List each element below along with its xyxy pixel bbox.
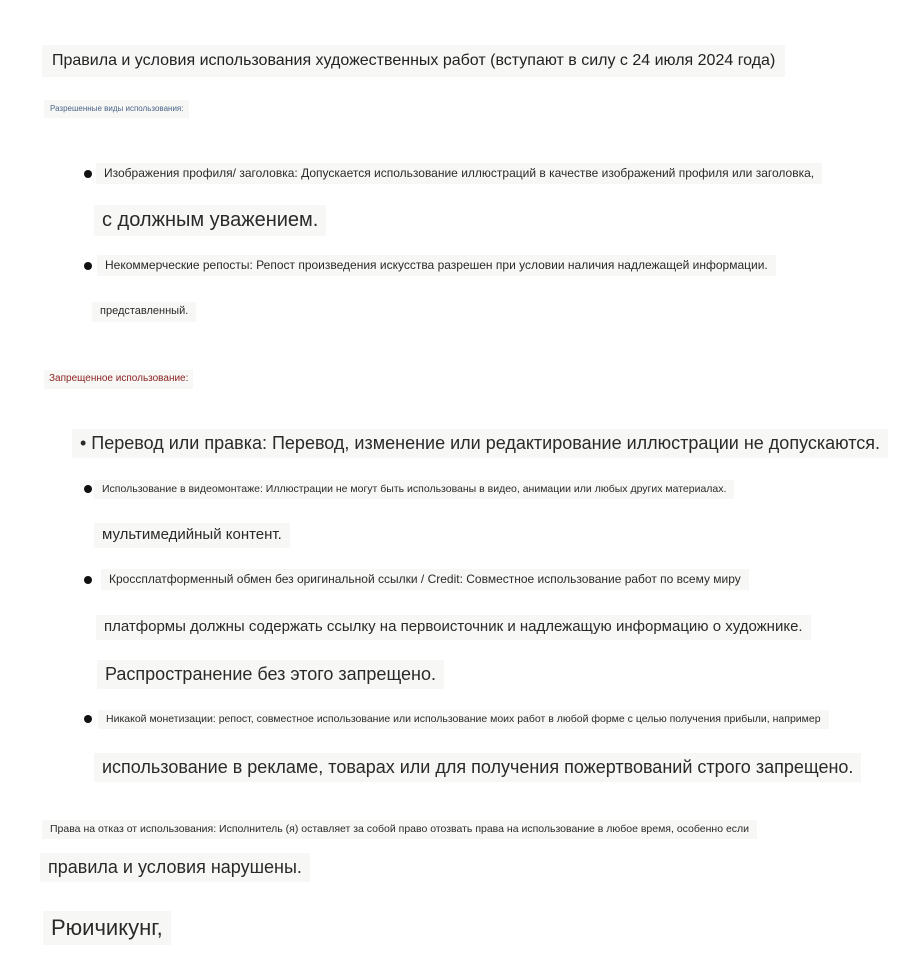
prohibited-item-video-line2: мультимедийный контент. [94, 523, 290, 548]
bullet-dot [84, 576, 92, 584]
prohibited-item-monetization-line2: использование в рекламе, товарах или для получения пожертвований строго запрещено. [94, 753, 861, 782]
allowed-uses-heading: Разрешенные виды использования: [44, 100, 189, 118]
allowed-item-profile-line1: Изображения профиля/ заголовка: Допускается использование иллюстраций в качестве изображений профиля или заголовка, [96, 163, 822, 184]
revocation-line1: Права на отказ от использования: Исполнитель (я) оставляет за собой право отозвать права на использование в любое время, особенно если [42, 820, 757, 839]
bullet-dot [84, 262, 92, 270]
allowed-item-reposts-line2: представленный. [92, 302, 196, 322]
prohibited-uses-heading: Запрещенное использование: [44, 370, 193, 389]
allowed-item-reposts-line1: Некоммерческие репосты: Репост произведения искусства разрешен при условии наличия надлежащей информации. [97, 255, 776, 276]
bullet-dot [84, 170, 92, 178]
revocation-line2: правила и условия нарушены. [40, 853, 310, 882]
page-title: Правила и условия использования художественных работ (вступают в силу с 24 июля 2024 года) [42, 45, 785, 77]
allowed-item-profile-line2: с должным уважением. [94, 205, 326, 236]
prohibited-item-monetization-line1: Никакой монетизации: репост, совместное использование или использование моих работ в любой форме с целью получения прибыли, например [98, 710, 829, 729]
signature: Рюичикунг, [43, 911, 171, 945]
prohibited-item-video-line1: Использование в видеомонтаже: Иллюстрации не могут быть использованы в видео, анимации или любых других материалах. [94, 480, 734, 499]
bullet-dot [84, 715, 92, 723]
prohibited-item-translation: • Перевод или правка: Перевод, изменение или редактирование иллюстрации не допускаются. [72, 429, 888, 458]
bullet-dot [84, 485, 92, 493]
prohibited-item-crossplatform-line3: Распространение без этого запрещено. [97, 660, 444, 689]
prohibited-item-crossplatform-line1: Кроссплатформенный обмен без оригинальной ссылки / Credit: Совместное использование работ по всему миру [101, 569, 749, 590]
prohibited-item-crossplatform-line2: платформы должны содержать ссылку на первоисточник и надлежащую информацию о художнике. [96, 615, 811, 640]
